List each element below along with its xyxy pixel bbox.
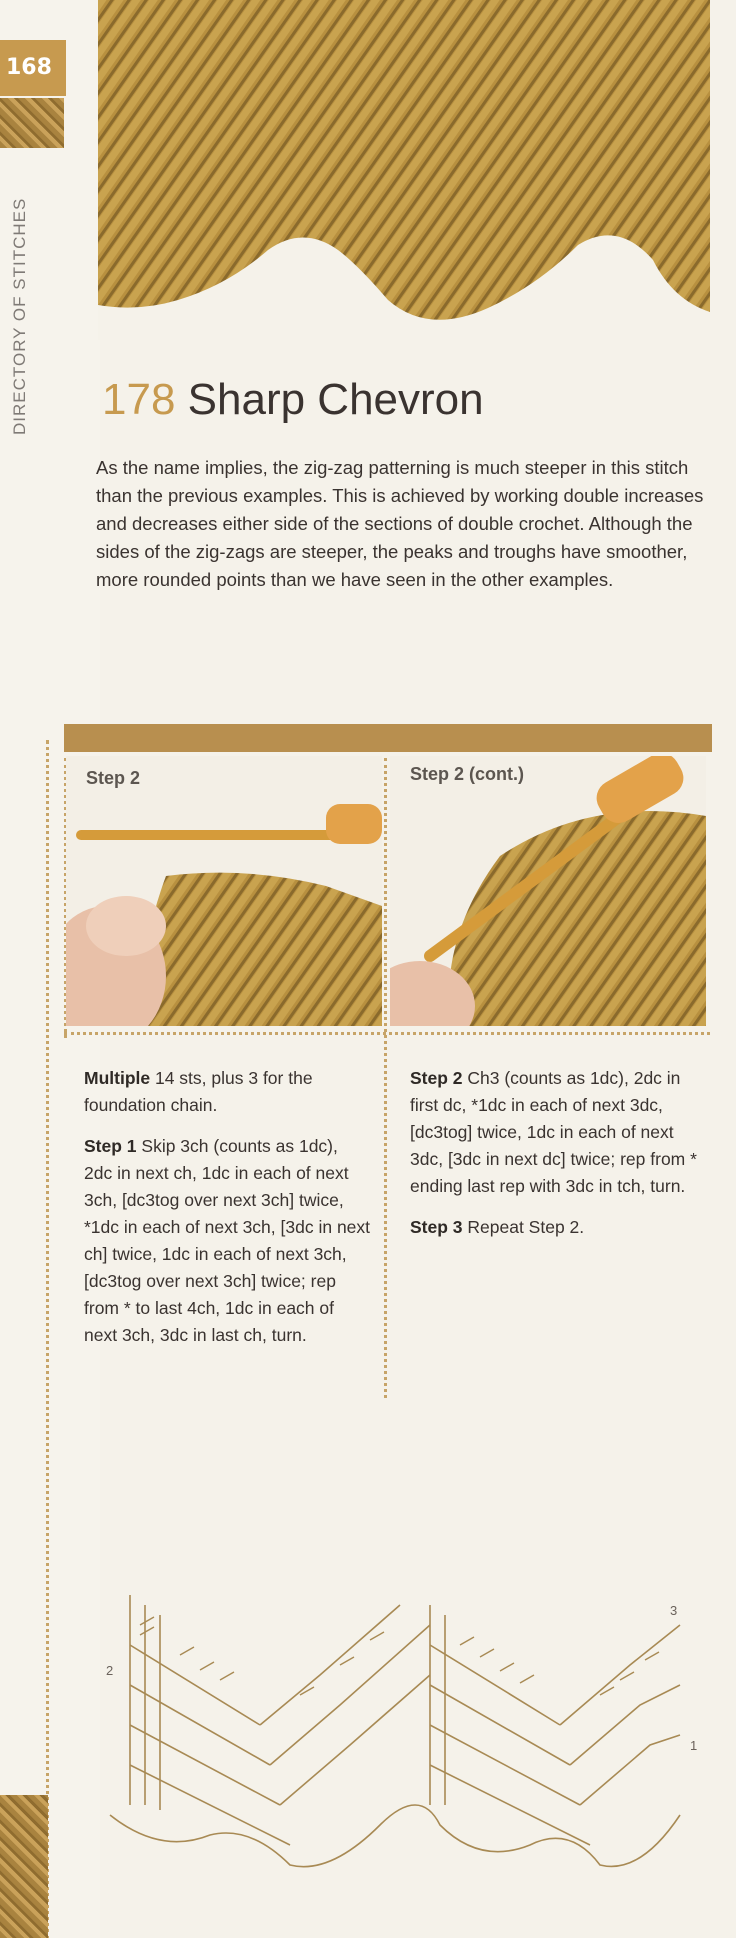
side-swatch-bottom xyxy=(0,1795,48,1938)
chart-row-label-3: 3 xyxy=(670,1603,678,1618)
instruction-text: Repeat Step 2. xyxy=(462,1217,585,1237)
instruction-step-2 xyxy=(410,1065,700,1200)
instruction-step-3 xyxy=(410,1214,700,1241)
instruction-text: Ch3 (counts as 1dc), 2dc in first dc, *1dc in each of next 3dc, [dc3tog] twice, 1dc in each of next 3dc, [3dc in next dc] twice; rep from * ending last rep with 3dc in tch, turn. xyxy=(410,1068,697,1196)
section-label-text: DIRECTORY OF STITCHES xyxy=(10,197,29,435)
side-dotted-rule xyxy=(46,740,49,1938)
steps-header-bar xyxy=(64,724,712,752)
step-photo-2 xyxy=(390,756,706,1026)
instruction-text: Skip 3ch (counts as 1dc), 2dc in next ch, 1dc in each of next 3ch, [dc3tog over next 3ch] twice, *1dc in each of next 3ch, [3dc in next ch] twice, 1dc in each of next 3ch, [dc3tog over next 3ch] twice; rep from * to last 4ch, 1dc in each of next 3ch, 3dc in last ch, turn. xyxy=(84,1136,371,1345)
step-photo-2-label: Step 2 (cont.) xyxy=(410,764,525,784)
instruction-head: Step 3 xyxy=(410,1217,463,1237)
stitch-title xyxy=(102,375,484,425)
chart-stitches xyxy=(110,1595,680,1867)
crochet-chart xyxy=(100,1585,720,1885)
step-photo-2-image xyxy=(390,756,706,1026)
instructions-left xyxy=(84,1065,370,1363)
instruction-multiple xyxy=(84,1065,370,1119)
instruction-head: Multiple xyxy=(84,1068,151,1088)
chart-cross-marks xyxy=(140,1617,659,1695)
steps-dotted-divider xyxy=(64,1032,710,1035)
page-number: 168 xyxy=(0,40,66,96)
chart-row-label-2: 2 xyxy=(106,1663,114,1678)
side-swatch-thumbnail xyxy=(0,98,64,148)
instruction-head: Step 2 xyxy=(410,1068,463,1088)
instruction-text: 14 sts, plus 3 for the foundation chain. xyxy=(84,1068,313,1115)
step-photo-1-label: Step 2 xyxy=(86,768,141,788)
instructions-right xyxy=(410,1065,700,1255)
steps-center-dotted-rule xyxy=(384,758,387,1398)
chart-row-label-1: 1 xyxy=(690,1738,698,1753)
step-photo-1 xyxy=(66,756,382,1026)
section-label xyxy=(6,160,32,440)
instruction-head: Step 1 xyxy=(84,1136,137,1156)
swatch-photo xyxy=(98,0,710,340)
stitch-intro: As the name implies, the zig-zag patterning is much steeper in this stitch than the previous examples. This is achieved by working double increases and decreases either side of the sections of double crochet. Although the sides of the zig-zags are steeper, the peaks and troughs have smoother, more rounded points than we have seen in the other examples. xyxy=(96,457,704,590)
step-photo-1-image xyxy=(66,756,382,1026)
stitch-name: Sharp Chevron xyxy=(187,375,484,424)
instruction-step-1 xyxy=(84,1133,370,1349)
stitch-number: 178 xyxy=(102,375,176,424)
